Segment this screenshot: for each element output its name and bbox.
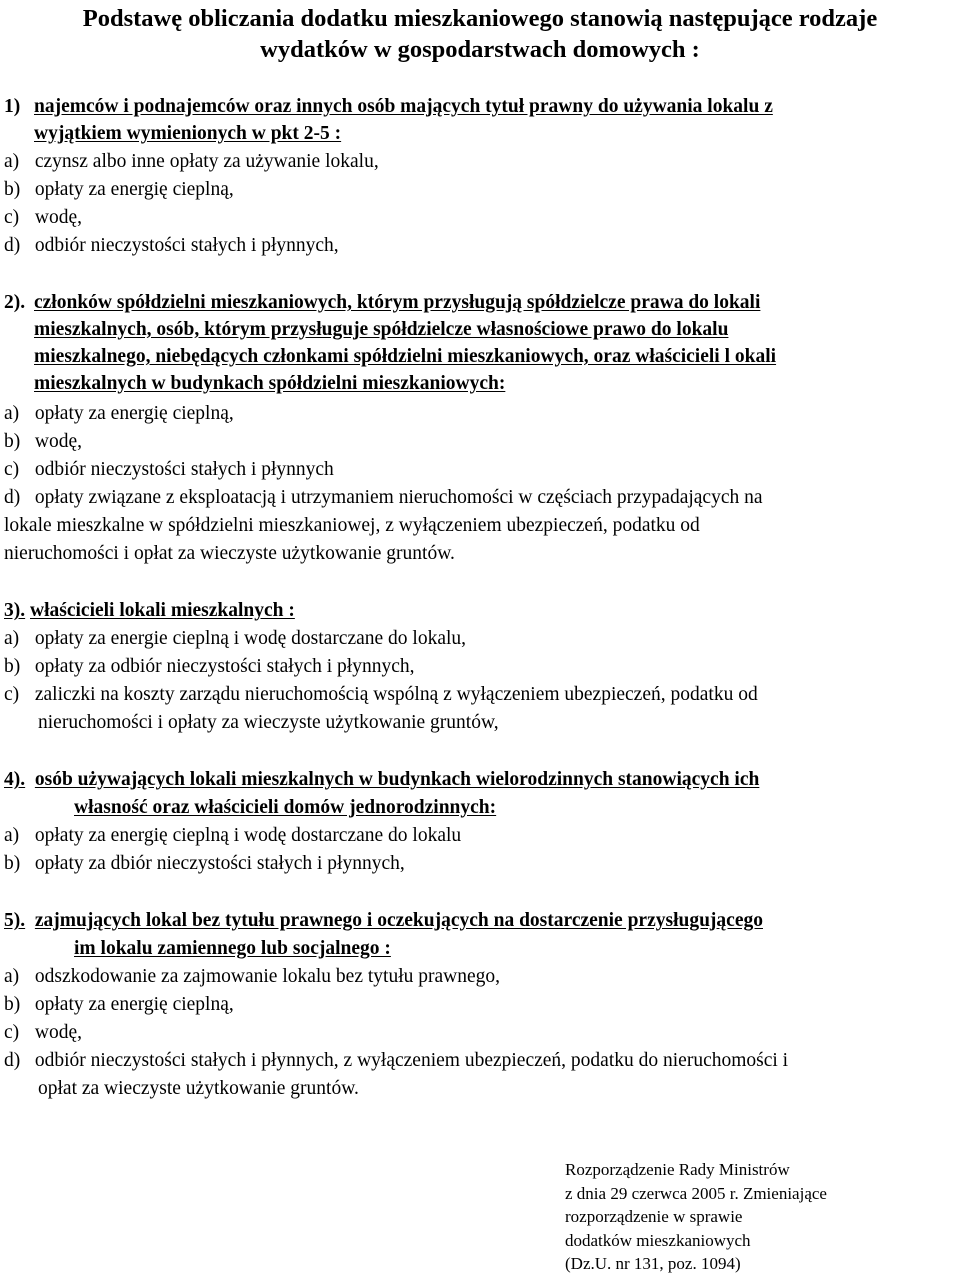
section-5-item-b: b) opłaty za energię cieplną, xyxy=(4,994,234,1015)
section-3-heading xyxy=(4,598,295,624)
section-4-number: 4). xyxy=(4,769,26,790)
document-title xyxy=(20,3,940,65)
section-3-item-c-line-2: nieruchomości i opłaty za wieczyste użytkowanie gruntów, xyxy=(38,712,499,733)
section-5-item-c: c) wodę, xyxy=(4,1022,82,1043)
section-3-item-c: c) zaliczki na koszty zarządu nieruchomością wspólną z wyłączeniem ubezpieczeń, podatku od xyxy=(4,684,758,705)
section-2-item-d-line-2: lokale mieszkalne w spółdzielni mieszkaniowej, z wyłączeniem ubezpieczeń, podatku od xyxy=(4,515,700,536)
section-5-heading-line-2: im lokalu zamiennego lub socjalnego : xyxy=(74,938,391,959)
section-5-heading-line-1: zajmujących lokal bez tytułu prawnego i oczekujących na dostarczenie przysługującego xyxy=(34,910,763,931)
citation-line-5: (Dz.U. nr 131, poz. 1094) xyxy=(565,1254,741,1273)
section-3-heading-line-1: właścicieli lokali mieszkalnych : xyxy=(30,600,295,621)
section-2-heading-line-2: mieszkalnych, osób, którym przysługuje spółdzielcze własnościowe prawo do lokalu xyxy=(34,319,729,340)
section-1-item-d: d) odbiór nieczystości stałych i płynnych, xyxy=(4,235,339,256)
section-2-item-d: d) opłaty związane z eksploatacją i utrzymaniem nieruchomości w częściach przypadających na xyxy=(4,487,763,508)
section-2-item-a: a) opłaty za energię cieplną, xyxy=(4,403,234,424)
section-3-item-b: b) opłaty za odbiór nieczystości stałych i płynnych, xyxy=(4,656,415,677)
section-2-item-b: b) wodę, xyxy=(4,431,82,452)
section-4-heading-line-1: osób używających lokali mieszkalnych w budynkach wielorodzinnych stanowiących ich xyxy=(34,769,760,790)
section-2-number: 2). xyxy=(4,292,26,313)
citation-line-1: Rozporządzenie Rady Ministrów xyxy=(565,1160,790,1179)
citation-line-3: rozporządzenie w sprawie xyxy=(565,1207,743,1226)
section-2-item-d-line-3: nieruchomości i opłat za wieczyste użytkowanie gruntów. xyxy=(4,543,455,564)
section-5-item-d: d) odbiór nieczystości stałych i płynnych, z wyłączeniem ubezpieczeń, podatku do nieruchomości i xyxy=(4,1050,789,1071)
section-1-number: 1) xyxy=(4,96,21,117)
section-4-heading-line-2: własność oraz właścicieli domów jednorodzinnych: xyxy=(74,797,497,818)
section-1-item-b: b) opłaty za energię cieplną, xyxy=(4,179,234,200)
section-5-heading xyxy=(4,908,763,934)
section-2-heading-line-1: członków spółdzielni mieszkaniowych, którym przysługują spółdzielcze prawa do lokali xyxy=(34,292,761,313)
section-1-heading-line-2: wyjątkiem wymienionych w pkt 2-5 : xyxy=(34,123,342,144)
title-line-2: wydatków w gospodarstwach domowych : xyxy=(260,36,700,63)
section-5-item-d-line-2: opłat za wieczyste użytkowanie gruntów. xyxy=(38,1078,359,1099)
section-1-item-a: a) czynsz albo inne opłaty za używanie lokalu, xyxy=(4,151,379,172)
section-2-heading xyxy=(4,290,760,316)
section-5-number: 5). xyxy=(4,910,26,931)
section-4-item-a: a) opłaty za energię cieplną i wodę dostarczane do lokalu xyxy=(4,825,462,846)
section-1-item-c: c) wodę, xyxy=(4,207,82,228)
citation-line-4: dodatków mieszkaniowych xyxy=(565,1230,751,1250)
section-1-heading xyxy=(4,94,773,120)
title-line-1: Podstawę obliczania dodatku mieszkaniowego stanowią następujące rodzaje xyxy=(82,5,878,32)
section-2-item-c: c) odbiór nieczystości stałych i płynnych xyxy=(4,459,334,480)
section-5-item-a: a) odszkodowanie za zajmowanie lokalu bez tytułu prawnego, xyxy=(4,966,501,987)
section-4-item-b: b) opłaty za dbiór nieczystości stałych i płynnych, xyxy=(4,853,405,874)
section-3-item-a: a) opłaty za energie cieplną i wodę dostarczane do lokalu, xyxy=(4,628,467,649)
legal-citation xyxy=(565,1158,827,1276)
citation-line-2: z dnia 29 czerwca 2005 r. Zmieniające xyxy=(565,1183,827,1203)
section-2-heading-line-4: mieszkalnych w budynkach spółdzielni mieszkaniowych: xyxy=(34,373,506,394)
section-3-number: 3). xyxy=(4,600,26,621)
section-2-heading-line-3: mieszkalnego, niebędących członkami spółdzielni mieszkaniowych, oraz właścicieli l okali xyxy=(34,346,777,367)
section-4-heading xyxy=(4,767,759,793)
section-1-heading-line-1: najemców i podnajemców oraz innych osób mających tytuł prawny do używania lokalu z xyxy=(34,96,773,117)
